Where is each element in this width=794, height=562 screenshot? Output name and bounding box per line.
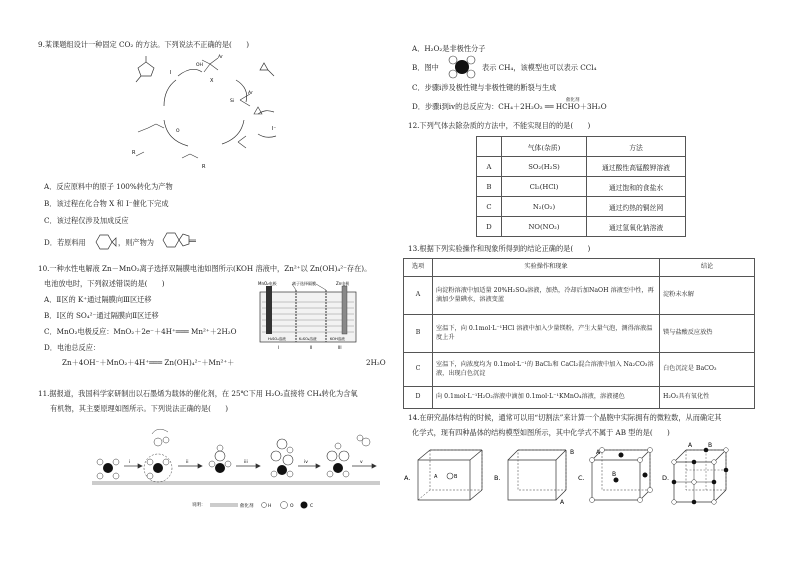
q14-model-b (494, 449, 574, 506)
q13-cell: A (404, 277, 433, 315)
q12-cell: D (477, 217, 502, 237)
table-row (477, 177, 686, 197)
q14-letter-a: A. (404, 474, 411, 482)
q10-zone-2: II (310, 345, 313, 350)
table-row (477, 197, 686, 217)
q11-legend-o: O (290, 504, 294, 509)
q13-cell: 室温下，向 0.1mol·L⁻¹HCl 溶液中加入少量镁粉，产生大量气泡，测得溶液温度上升 (433, 315, 660, 353)
q12-cell: 通过灼热的铜丝网 (587, 197, 686, 217)
q11-option-d: D．步骤ⅰ到ⅳ的总反应为：CH₄＋2H₂O₂ ══ HCHO＋3H₂O (412, 102, 607, 111)
q9-label-si: Si (230, 99, 235, 104)
q10-option-c: C．MnO₂电极反应：MnO₂＋2e⁻＋4H⁺═══ Mn²⁺＋2H₂O (44, 327, 237, 336)
q12-cell: 通过氢氧化钠溶液 (587, 217, 686, 237)
q14-b-label-a: A (560, 499, 565, 506)
q9-label-ar1: Ar (218, 55, 223, 60)
q11-step-iv: iv (304, 460, 308, 465)
q11-stage-4 (271, 439, 293, 477)
q11-legend-c: C (310, 504, 314, 509)
q14-model-c (578, 448, 653, 503)
q14-letter-c: C. (578, 474, 585, 482)
q11-option-a: A．H₂O₂是非极性分子 (412, 44, 486, 53)
q9-label-iodide: I⁻ (272, 126, 277, 132)
q9-option-b: B．该过程在化合物 X 和 I⁻催化下完成 (44, 199, 169, 208)
q10-zone-1: I (278, 345, 280, 350)
q10-stem-line2: 电池放电时，下列叙述错误的是( ) (44, 279, 165, 288)
q9-label-r2: R (202, 164, 206, 170)
q9-label-x: X (210, 78, 214, 84)
q9-stem: 9.某课题组设计一种固定 CO₂ 的方法。下列说法不正确的是( ) (38, 40, 249, 49)
q12-cell: 通过饱和的食盐水 (587, 177, 686, 197)
q9-option-a: A．反应原料中的原子 100%转化为产物 (44, 182, 173, 191)
q11-option-d-catalyst: 催化剂 (566, 98, 580, 103)
q13-cell: D (404, 387, 433, 409)
q12-cell: NO(NO₂) (502, 217, 587, 237)
q13-header-operation: 实验操作和现象 (433, 259, 660, 277)
q13-cell: 向淀粉溶液中加适量 20%H₂SO₄溶液，加热，冷却后加NaOH 溶液至中性，再滴加少量碘水，溶液变蓝 (433, 277, 660, 315)
table-row (404, 353, 755, 387)
q12-cell: N₂(O₂) (502, 197, 587, 217)
q13-cell: 室温下，向浓度均为 0.1mol·L⁻¹的 BaCl₂和 CaCl₂混合溶液中加入 Na₂CO₃溶液，出现白色沉淀 (433, 353, 660, 387)
q10-mno2-electrode (266, 286, 272, 334)
q13-stem: 13.根据下列实验操作和现象所得到的结论正确的是( ) (408, 244, 591, 253)
q13-cell: 白色沉淀是 BaCO₃ (660, 353, 755, 387)
q11-legend-catalyst: 催化剂 (240, 504, 254, 509)
q10-option-d: D．电池总反应： (44, 343, 101, 352)
q9-option-d: D．若原料用 (44, 238, 86, 247)
q9-option-d-product-icon (160, 228, 200, 252)
q11-catalyst-surface (92, 482, 380, 484)
q13-table (403, 258, 755, 409)
q12-table (476, 136, 686, 237)
q10-option-b: B．Ⅰ区的 SO₄²⁻通过隔膜向Ⅱ区迁移 (44, 311, 159, 320)
q12-cell: 通过酸性高锰酸钾溶液 (587, 157, 686, 177)
q9-label-r1: R (132, 150, 136, 156)
q12-cell: A (477, 157, 502, 177)
q12-header-letter (477, 137, 502, 157)
q9-option-d-tail: ，则产物为 (118, 238, 154, 247)
q11-step-i: i (129, 460, 131, 465)
q11-stage-5 (327, 435, 370, 477)
q9-label-o: O (176, 129, 180, 134)
table-row (477, 157, 686, 177)
q12-cell: Cl₂(HCl) (502, 177, 587, 197)
q9-carbonate-top (136, 56, 154, 82)
q10-zn-electrode (342, 286, 347, 334)
q13-cell: H₂O₂具有氧化性 (660, 387, 755, 409)
q11-legend-h: H (268, 504, 272, 509)
q11-step-ii: ii (186, 460, 189, 465)
q11-step-v: v (360, 460, 363, 465)
q13-header-option: 选项 (404, 259, 433, 277)
q10-option-d-equation-end: 2H₂O (366, 358, 386, 367)
q13-cell: 淀粉未水解 (660, 277, 755, 315)
q11-option-b-pre: B．图中 (412, 63, 439, 72)
q13-cell: 向 0.1mol·L⁻¹H₂O₂溶液中滴加 0.1mol·L⁻¹KMnO₄溶液，溶液褪色 (433, 387, 660, 409)
q14-stem-line1: 14.在研究晶体结构的时候，通常可以用“切割法”来计算一个晶胞中实际拥有的微粒数，从而确定其 (408, 413, 722, 422)
q11-legend (192, 501, 313, 509)
q14-b-label-b: B (570, 449, 575, 456)
table-row (404, 259, 755, 277)
q9-option-c: C．该过程仅涉及加成反应 (44, 216, 129, 225)
q10-stem-line1: 10.一种水性电解液 Zn－MnO₂离子选择双隔膜电池如图所示(KOH 溶液中，Zn²⁺以 Zn(OH)₄²⁻存在)。 (38, 264, 372, 273)
q10-label-membrane: 离子选择隔膜 (292, 281, 316, 286)
q10-label-zn: Zn电极 (336, 281, 350, 286)
q11-option-b-methane-model-icon (446, 55, 478, 79)
q10-label-mno2: MnO₂电极 (258, 281, 277, 286)
q11-stem-line2: 有机物，其主要原理如图所示。下列说法正确的是( ) (50, 404, 229, 413)
q14-c-label-a: A (596, 449, 601, 456)
q9-epoxide-top (260, 63, 274, 76)
table-row (404, 315, 755, 353)
q11-stem-line1: 11.据报道，我国科学家研制出以石墨烯为载体的催化剂，在 25℃下用 H₂O₂直接将 CH₄转化为含氧 (38, 389, 358, 398)
q10-zone-3: III (338, 345, 342, 350)
q10-option-a: A．Ⅱ区的 K⁺通过隔膜向Ⅲ区迁移 (44, 295, 152, 304)
q14-letter-b: B. (494, 474, 501, 482)
table-row (404, 277, 755, 315)
q12-header-gas: 气体(杂质) (502, 137, 587, 157)
q11-option-c: C．步骤ⅰ涉及极性键与非极性键的断裂与生成 (412, 83, 557, 92)
table-row (404, 387, 755, 409)
q9-cycle-arrows (164, 69, 276, 146)
table-row (477, 217, 686, 237)
q10-label-k2so4: K₂SO₄溶液 (299, 337, 317, 341)
q9-label-oh: OH (196, 63, 203, 68)
q12-cell: C (477, 197, 502, 217)
q13-cell: C (404, 353, 433, 387)
q12-cell: SO₂(H₂S) (502, 157, 587, 177)
q13-cell: B (404, 315, 433, 353)
q14-letter-d: D. (662, 474, 670, 482)
q9-label-ar2: Ar (248, 91, 253, 96)
q11-stage-2 (144, 429, 172, 482)
q12-cell: B (477, 177, 502, 197)
q11-option-b-post: 表示 CH₄，该模型也可以表示 CCl₄ (482, 63, 597, 72)
q9-silanol-x (202, 58, 218, 72)
q14-stem-line2: 化学式，现有四种晶体的结构模型如图所示，其中化学式不属于 AB 型的是( ) (412, 428, 670, 437)
q14-a-label-a: A (434, 474, 438, 480)
q11-legend-title: 说明： (192, 503, 206, 508)
q14-d-label-b: B (708, 442, 713, 449)
q11-stage-3 (209, 445, 231, 473)
q14-a-label-b: B (454, 474, 458, 480)
q9-label-i: I (170, 70, 172, 76)
q11-mechanism-figure (92, 420, 382, 514)
table-row (477, 137, 686, 157)
q9-option-d-reactant-icon (92, 232, 120, 252)
q14-c-label-b: B (612, 471, 617, 478)
q10-battery-figure (256, 280, 360, 352)
q14-model-d (662, 442, 728, 504)
q10-label-koh: KOH溶液 (330, 337, 345, 341)
q12-stem: 12.下列气体去除杂质的方法中，不能实现目的的是( ) (408, 121, 591, 130)
q11-stage-1 (97, 459, 119, 479)
q13-header-conclusion: 结论 (660, 259, 755, 277)
q11-step-iii: iii (244, 460, 248, 465)
q14-model-a (404, 450, 482, 500)
q10-label-h2so4: H₂SO₄溶液 (268, 337, 286, 341)
q13-cell: 镁与盐酸反应放热 (660, 315, 755, 353)
q10-option-d-equation: Zn＋4OH⁻＋MnO₂＋4H⁺═══ Zn(OH)₄²⁻＋Mn²⁺＋ (62, 358, 235, 367)
q14-crystal-models-figure (404, 440, 758, 510)
q9-catalytic-cycle-figure (118, 50, 288, 172)
q12-header-method: 方法 (587, 137, 686, 157)
q14-d-label-a: A (688, 442, 693, 449)
